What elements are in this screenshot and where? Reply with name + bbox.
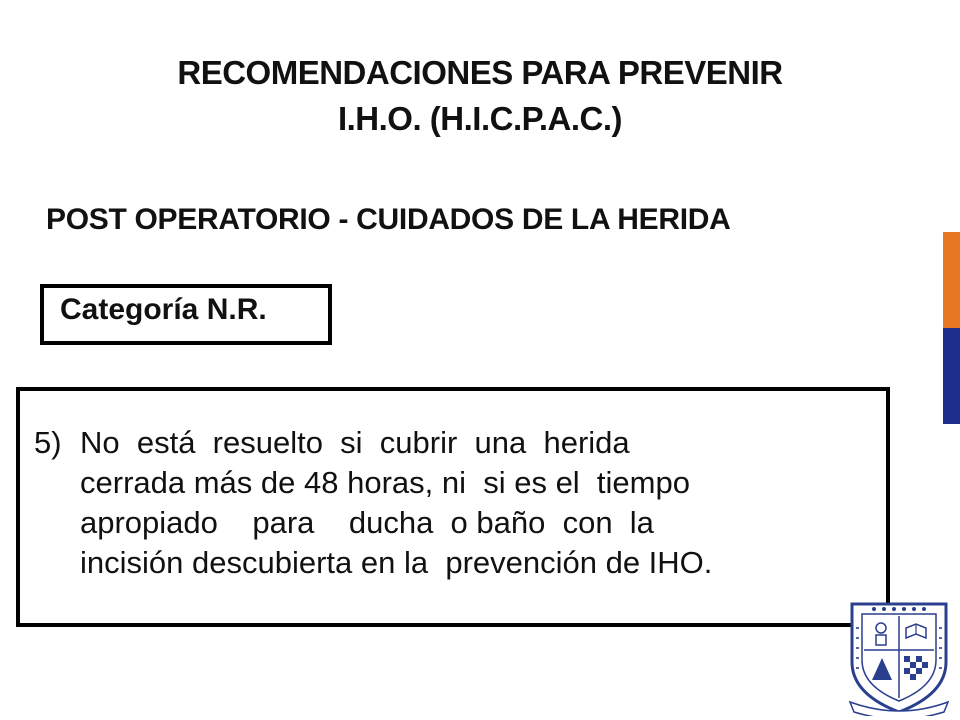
title-line-1: RECOMENDACIONES PARA PREVENIR bbox=[177, 54, 783, 91]
title-line-2: I.H.O. (H.I.C.P.A.C.) bbox=[337, 100, 623, 137]
recommendation-number: 5) bbox=[34, 425, 62, 460]
university-seal-icon bbox=[846, 598, 952, 716]
recommendation-box bbox=[16, 387, 890, 627]
slide-title bbox=[110, 50, 850, 142]
recommendation-text bbox=[80, 423, 880, 583]
category-box bbox=[40, 284, 332, 345]
section-subtitle: POST OPERATORIO - CUIDADOS DE LA HERIDA bbox=[46, 203, 731, 236]
recommendation-line: No está resuelto si cubrir una herida bbox=[80, 425, 630, 460]
recommendation-line: incisión descubierta en la prevención de IHO. bbox=[80, 545, 713, 580]
recommendation-line: cerrada más de 48 horas, ni si es el tiempo bbox=[80, 465, 690, 500]
recommendation-line: apropiado para ducha o baño con la bbox=[80, 505, 654, 540]
category-label: Categoría N.R. bbox=[60, 293, 267, 326]
accent-bar-orange bbox=[943, 232, 960, 328]
accent-bar-blue bbox=[943, 328, 960, 424]
